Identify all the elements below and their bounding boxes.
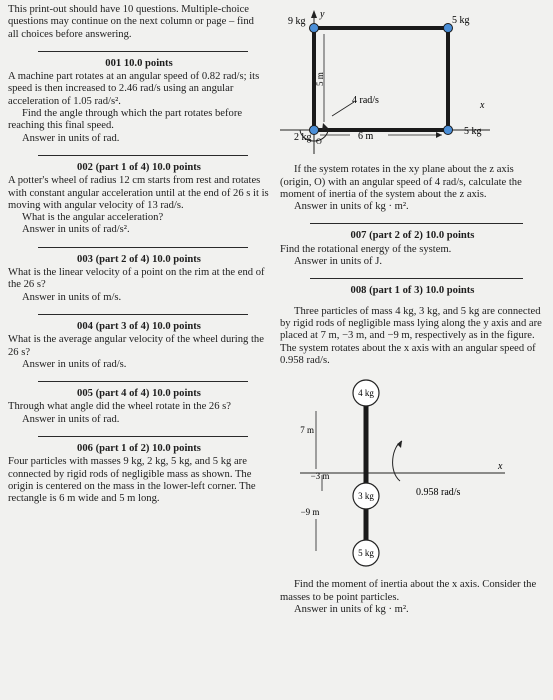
mass-label-1: 4 kg (358, 388, 374, 399)
question-header: 002 (part 1 of 4) 10.0 points (77, 161, 201, 173)
answer-units: Answer in units of rad. (22, 413, 120, 425)
height-label: 5 m (315, 72, 325, 86)
dim-label-1: 7 m (300, 425, 314, 436)
question-006 (8, 443, 270, 505)
dim-label-2: −3 m (310, 471, 330, 482)
width-arrow-icon (436, 132, 442, 138)
divider (38, 51, 248, 52)
mass-label-3: 5 kg (358, 548, 374, 559)
y-axis-label: y (320, 9, 325, 20)
question-body: Three particles of mass 4 kg, 3 kg, and 5 kg are connected by rigid rods of negligible mass lying along the y axis and are placed at 7 m, −3 m, and −9 m, respectively as in the figure. The system rotates about the x axis with an angular speed of 0.958 rad/s. (280, 305, 542, 366)
question-003 (8, 254, 270, 304)
mass-label-br: 5 kg (464, 126, 482, 137)
answer-units: Answer in units of rad. (22, 132, 120, 144)
question-prompt: If the system rotates in the xy plane about the z axis (origin, O) with an angular speed of 4 rad/s, calculate the moment of inertia of the system about the z axis. (280, 164, 522, 200)
question-002 (8, 162, 270, 237)
y-axis-arrow (311, 10, 317, 18)
dim-label-3: −9 m (300, 507, 320, 518)
question-header: 008 (part 1 of 3) 10.0 points (350, 285, 475, 297)
question-body: What is the linear velocity of a point on the rim at the end of the 26 s? (8, 267, 265, 291)
answer-units: Answer in units of rad/s². (22, 224, 130, 236)
divider (38, 247, 248, 248)
question-header: 001 10.0 points (105, 57, 173, 69)
question-008 (280, 285, 545, 367)
question-header: 006 (part 1 of 2) 10.0 points (77, 443, 201, 455)
three-mass-figure (280, 371, 545, 571)
divider (310, 278, 523, 279)
question-body: What is the average angular velocity of the wheel during the 26 s? (8, 334, 264, 358)
answer-units: Answer in units of kg · m². (294, 604, 409, 616)
question-prompt: Find the moment of inertia about the x axis. Consider the masses to be point particles. (280, 579, 537, 603)
right-column (280, 4, 545, 616)
origin-label: O (316, 137, 322, 146)
divider (38, 436, 248, 437)
question-prompt: What is the angular acceleration? (22, 212, 164, 224)
question-005 (8, 388, 270, 426)
mass-label-tl: 9 kg (288, 16, 306, 27)
question-008-continued (280, 579, 545, 616)
question-body: A potter's wheel of radius 12 cm starts from rest and rotates with constant angular acceleration until at the end of 26 s it is moving with angular velocity of 13 rad/s. (8, 175, 269, 211)
omega-label: 4 rad/s (352, 95, 379, 106)
question-header: 003 (part 2 of 4) 10.0 points (77, 253, 201, 265)
rotation-arrow-icon (397, 441, 402, 448)
question-007 (280, 230, 545, 268)
x-axis-label: x (480, 100, 485, 111)
mass-bottom-right (444, 126, 453, 135)
question-body: Four particles with masses 9 kg, 2 kg, 5 kg, and 5 kg are connected by rigid rods of negligible mass as shown. The origin is centered on the mass in the lower-left corner. The rectangle is 6 m wide and 5 m long. (8, 456, 256, 505)
mass-top-left (310, 24, 319, 33)
question-header: 004 (part 3 of 4) 10.0 points (77, 320, 201, 332)
mass-label-bl: 2 kg (294, 132, 312, 143)
mass-label-tr: 5 kg (452, 15, 470, 26)
question-006-continued (280, 164, 545, 213)
answer-units: Answer in units of m/s. (22, 291, 122, 303)
question-body: Find the rotational energy of the system. (280, 243, 452, 255)
question-header: 007 (part 2 of 2) 10.0 points (350, 230, 475, 242)
divider (38, 381, 248, 382)
question-header: 005 (part 4 of 4) 10.0 points (77, 388, 201, 400)
divider (310, 223, 523, 224)
question-body: A machine part rotates at an angular speed of 0.82 rad/s; its speed is then increased to 2.46 rad/s using an angular acceleration of 1.05 rad/s². (8, 71, 260, 107)
rectangle-figure (280, 4, 545, 154)
answer-units: Answer in units of rad/s. (22, 358, 127, 370)
left-column (8, 4, 270, 506)
question-004 (8, 321, 270, 371)
width-label: 6 m (358, 131, 374, 142)
mass-label-2: 3 kg (358, 491, 374, 502)
omega-label: 0.958 rad/s (416, 487, 461, 499)
omega-leader-line (332, 102, 354, 116)
intro-text: This print-out should have 10 questions. Multiple-choice questions may continue on the next column or page – find all choices before answering. (8, 4, 254, 40)
x-axis-label: x (498, 461, 503, 473)
divider (38, 155, 248, 156)
divider (38, 314, 248, 315)
question-001 (8, 58, 270, 145)
question-prompt: Find the angle through which the part rotates before reaching this final speed. (8, 108, 243, 132)
answer-units: Answer in units of kg · m². (294, 201, 409, 213)
question-body: Through what angle did the wheel rotate in the 26 s? (8, 401, 231, 413)
answer-units: Answer in units of J. (294, 256, 382, 268)
